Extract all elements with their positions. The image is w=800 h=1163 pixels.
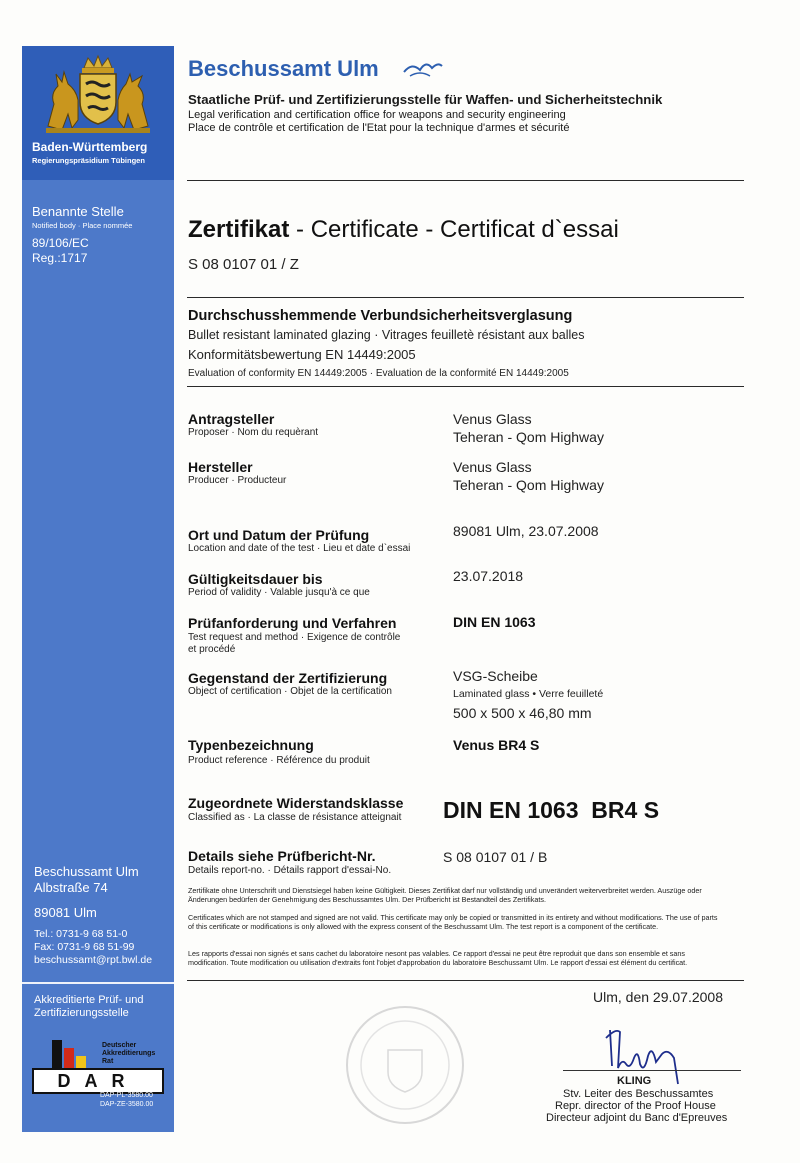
request-label: Prüfanforderung und Verfahren xyxy=(188,615,397,631)
signatory-role-de: Stv. Leiter des Beschussamtes xyxy=(563,1088,714,1100)
notified-body-sub: Notified body · Place nommée xyxy=(32,221,133,230)
official-seal-icon xyxy=(340,1000,470,1130)
proposer-label: Antragsteller xyxy=(188,411,275,427)
fineprint-de: Zertifikate ohne Unterschrift und Dienstsiegel haben keine Gültigkeit. Dieses Zertifikat darf nur vollständig und unverändert weiterverbreitet werden. Auszüge oder Änderungen bedürfen der Genehmigung des Beschussamtes Ulm. Der Prüfbericht ist Bestandteil des Zertifikats. xyxy=(188,886,702,904)
office-name: Beschussamt Ulm xyxy=(34,864,139,879)
signature-rule xyxy=(563,1070,741,1071)
authority-name: Regierungspräsidium Tübingen xyxy=(32,156,145,165)
proposer-value-1: Venus Glass xyxy=(453,411,532,427)
coat-of-arms-icon xyxy=(34,54,162,136)
header-subtitle-en: Legal verification and certification office for weapons and security engineering xyxy=(188,109,566,121)
type-sub: Product reference · Référence du produit xyxy=(188,755,370,766)
header-subtitle-de: Staatliche Prüf- und Zertifizierungsstelle für Waffen- und Sicherheitstechnik xyxy=(188,92,663,107)
type-label: Typenbezeichnung xyxy=(188,737,314,753)
proposer-sub: Proposer · Nom du requèrant xyxy=(188,427,319,438)
report-label: Details siehe Prüfbericht-Nr. xyxy=(188,848,376,864)
dar-line3: Rat xyxy=(102,1058,114,1065)
dar-line1: Deutscher xyxy=(102,1042,137,1049)
place-date-label: Ort und Datum der Prüfung xyxy=(188,527,370,543)
office-city: 89081 Ulm xyxy=(34,905,97,920)
product-subtitle: Bullet resistant laminated glazing · Vitrages feuilletè résistant aux balles xyxy=(188,328,585,342)
sidebar xyxy=(22,46,174,1132)
type-value: Venus BR4 S xyxy=(453,737,540,753)
object-sub: Object of certification · Objet de la certification xyxy=(188,686,392,697)
office-street: Albstraße 74 xyxy=(34,880,108,895)
place-date-value: 89081 Ulm, 23.07.2008 xyxy=(453,523,599,539)
accreditation-line2: Zertifizierungsstelle xyxy=(34,1007,129,1019)
product-rule xyxy=(187,386,744,387)
signature-date: Ulm, den 29.07.2008 xyxy=(593,989,723,1005)
office-tel: Tel.: 0731-9 68 51-0 xyxy=(34,928,128,940)
producer-value-1: Venus Glass xyxy=(453,459,532,475)
dar-logo: DAR xyxy=(57,1071,139,1091)
validity-value: 23.07.2018 xyxy=(453,568,524,584)
object-value-3: 500 x 500 x 46,80 mm xyxy=(453,705,592,721)
validity-label: Gültigkeitsdauer bis xyxy=(188,571,323,587)
conformity-line: Konformitätsbewertung EN 14449:2005 xyxy=(188,347,416,362)
object-value-1: VSG-Scheibe xyxy=(453,668,538,684)
signatory-name: KLING xyxy=(617,1075,652,1087)
report-sub: Details report-no. · Détails rapport d'essai-No. xyxy=(188,865,392,876)
request-value: DIN EN 1063 xyxy=(453,614,536,630)
request-sub-1: Test request and method · Exigence de contrôle xyxy=(188,632,401,643)
office-email: beschussamt@rpt.bwl.de xyxy=(34,954,153,966)
header-rule xyxy=(187,180,744,181)
fineprint-fr: Les rapports d'essai non signés et sans cachet du laboratoire nesont pas valables. Ce rapport d'essai ne peut être reproduit que dans son ensemble et sans modification. Toute modification ou utilisation d'extraits font l'objet d'approbation du laboratoire Beschussamt Ulm. Le rapport d'essai est élément du certificat. xyxy=(188,949,688,967)
eagle-logo-icon xyxy=(402,58,444,80)
dap-number-2: DAP-ZE-3580.00 xyxy=(100,1101,154,1108)
certificate-title-de: Zertifikat xyxy=(188,216,290,243)
accreditation-line1: Akkreditierte Prüf- und xyxy=(34,994,144,1006)
producer-label: Hersteller xyxy=(188,459,253,475)
dar-logo-box xyxy=(32,1068,164,1094)
sidebar-divider xyxy=(22,982,174,984)
report-value: S 08 0107 01 / B xyxy=(443,849,548,865)
header-subtitle-fr: Place de contrôle et certification de l'Etat pour la technique d'armes et sécurité xyxy=(188,122,570,134)
sidebar-header xyxy=(22,46,174,180)
conformity-subline: Evaluation of conformity EN 14449:2005 · Evaluation de la conformité EN 14449:2005 xyxy=(188,368,569,379)
object-value-2: Laminated glass • Verre feuilleté xyxy=(453,688,604,700)
signatory-role-fr: Directeur adjoint du Banc d'Epreuves xyxy=(546,1112,728,1124)
state-name: Baden-Württemberg xyxy=(32,140,148,154)
validity-sub: Period of validity · Valable jusqu'à ce que xyxy=(188,587,370,598)
product-title: Durchschusshemmende Verbundsicherheitsverglasung xyxy=(188,308,573,324)
registration-number: Reg.:1717 xyxy=(32,251,88,265)
place-date-sub: Location and date of the test · Lieu et date d`essai xyxy=(188,543,411,554)
certificate-number: S 08 0107 01 / Z xyxy=(188,256,299,273)
producer-value-2: Teheran - Qom Highway xyxy=(453,477,604,493)
certificate-title-rest: - Certificate - Certificat d`essai xyxy=(289,216,619,243)
notified-body-label: Benannte Stelle xyxy=(32,204,124,219)
certificate-title xyxy=(188,216,619,244)
signatory-role-en: Repr. director of the Proof House xyxy=(555,1100,716,1112)
fineprint-rule xyxy=(187,980,744,981)
class-value: DIN EN 1063 BR4 S xyxy=(443,797,660,823)
object-label: Gegenstand der Zertifizierung xyxy=(188,670,388,686)
dap-number-1: DAP-PL-3580.00 xyxy=(100,1092,153,1099)
office-fax: Fax: 0731-9 68 51-99 xyxy=(34,941,135,953)
dar-line2: Akkreditierungs xyxy=(102,1050,156,1057)
request-sub-2: et procédé xyxy=(188,644,236,655)
title-rule xyxy=(187,297,744,298)
class-sub: Classified as · La classe de résistance atteignait xyxy=(188,812,402,823)
class-label: Zugeordnete Widerstandsklasse xyxy=(188,795,404,811)
producer-sub: Producer · Producteur xyxy=(188,475,287,486)
office-title: Beschussamt Ulm xyxy=(188,56,379,81)
fineprint-en: Certificates which are not stamped and signed are not valid. This certificate may only be copied or transmitted in its entirety and without modifications. The use of parts of this certificate or modifications is only allowed with the express consent of the Beschussamt Ulm. The test report is a component of the certificate. xyxy=(188,913,718,931)
directive-number: 89/106/EC xyxy=(32,236,89,250)
proposer-value-2: Teheran - Qom Highway xyxy=(453,429,604,445)
